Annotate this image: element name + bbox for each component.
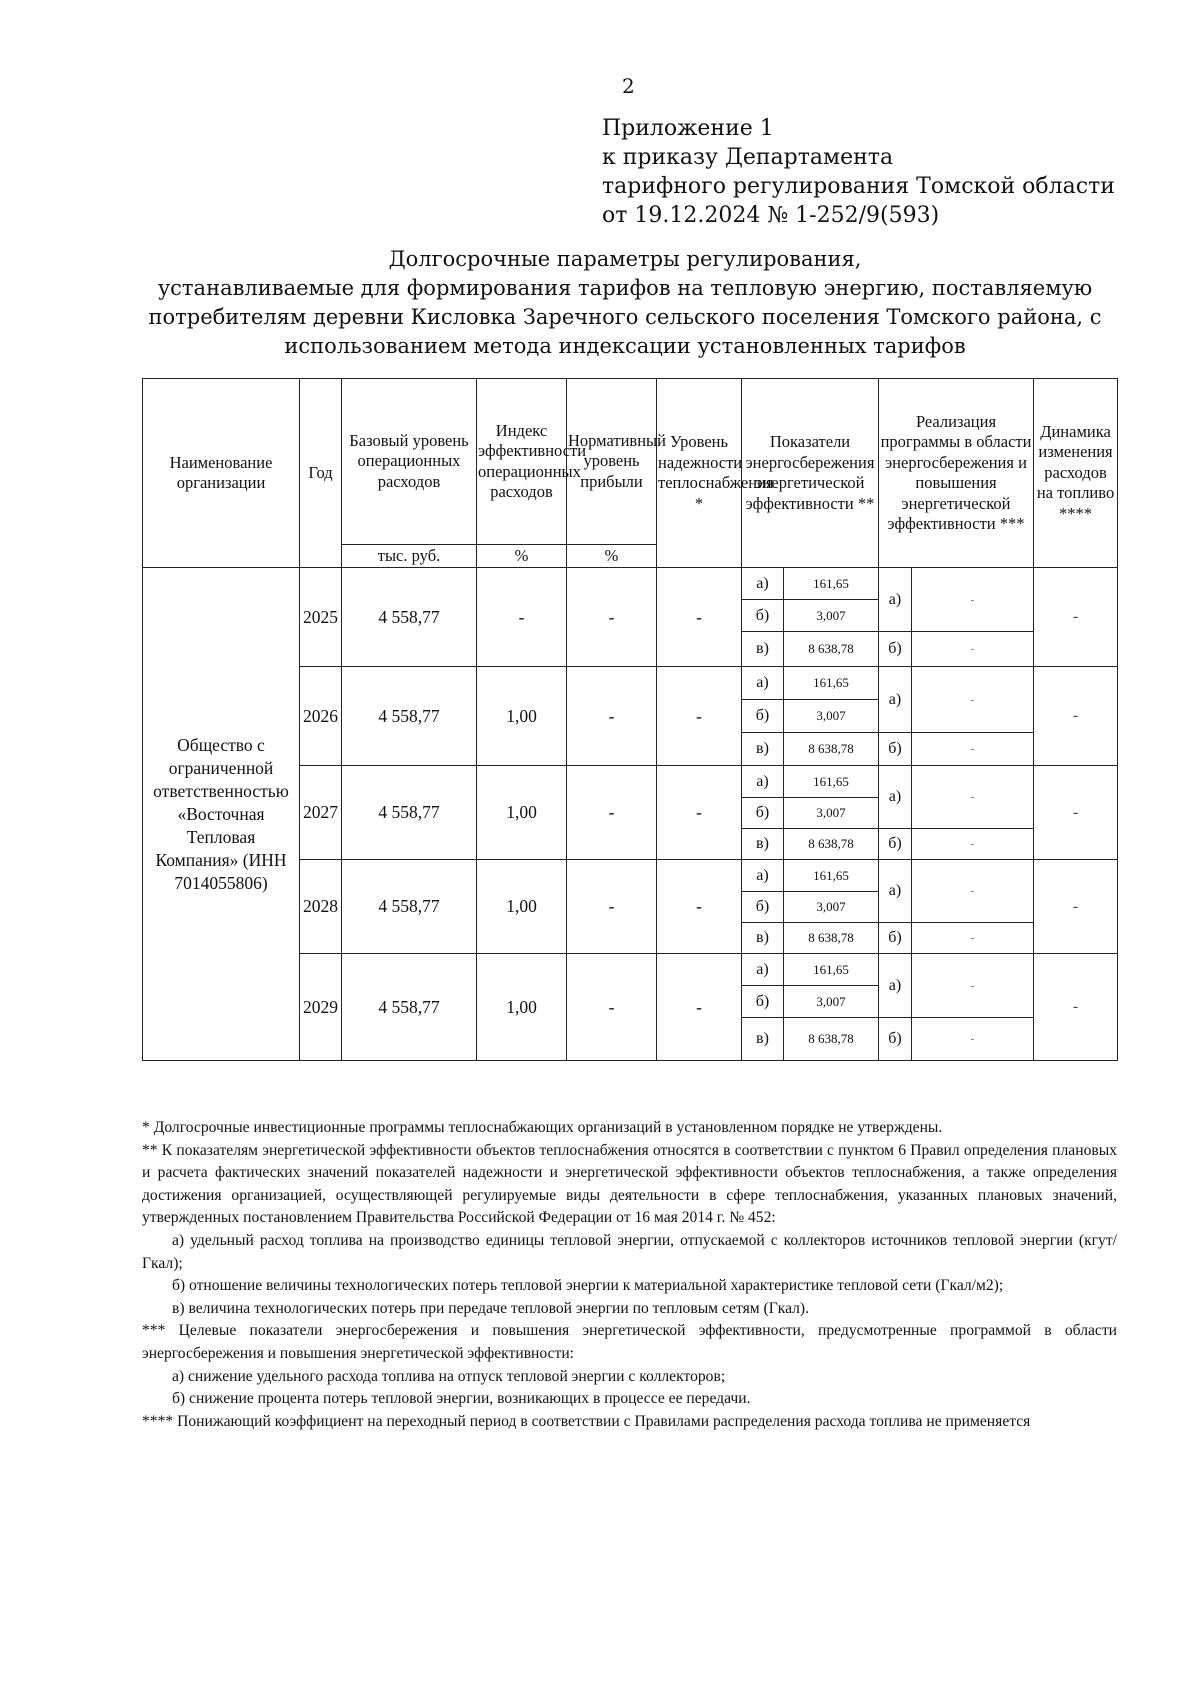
fuel-cell: -	[1034, 766, 1118, 860]
appendix-line: Приложение 1	[602, 116, 774, 141]
energy-value-b: 3,007	[784, 600, 879, 632]
energy-label-v: в)	[742, 733, 784, 766]
energy-value-b: 3,007	[784, 798, 879, 829]
footnote-2: ** К показателям энергетической эффективности объектов теплоснабжения относятся в соответствии с пунктом 6 Правил определения плановых и расчета фактических значений показателей надежности и энергетической эффективности объектов теплоснабжения, а также определения достижения организацией, осуществляющей регулируемые виды деятельности в сфере теплоснабжения, указанных плановых значений, утвержденных постановлением Правительства Российской Федерации от 16 мая 2014 г. № 452:	[142, 1141, 1117, 1227]
energy-label-b: б)	[742, 798, 784, 829]
footnote-3-item-a: а) снижение удельного расхода топлива на отпуск тепловой энергии с коллекторов;	[172, 1367, 726, 1385]
program-value-b: -	[912, 632, 1034, 667]
energy-label-a: а)	[742, 954, 784, 986]
year-cell: 2029	[300, 954, 342, 1061]
energy-value-a: 161,65	[784, 667, 879, 700]
fuel-cell: -	[1034, 954, 1118, 1061]
energy-label-a: а)	[742, 860, 784, 892]
energy-label-v: в)	[742, 1018, 784, 1061]
title-line: использованием метода индексации установленных тарифов	[284, 334, 966, 358]
base-cost-cell: 4 558,77	[342, 667, 477, 766]
energy-value-v: 8 638,78	[784, 829, 879, 860]
energy-value-a: 161,65	[784, 860, 879, 892]
energy-value-b: 3,007	[784, 700, 879, 733]
header-fuel: Динамика изменения расходов на топливо ****	[1034, 379, 1118, 568]
energy-label-v: в)	[742, 829, 784, 860]
reliability-cell: -	[657, 860, 742, 954]
program-label-a: а)	[879, 954, 912, 1018]
energy-label-a: а)	[742, 667, 784, 700]
footnote-2-item-a: а) удельный расход топлива на производство единицы тепловой энергии, отпускаемой с коллекторов источников тепловой энергии (кгут/Гкал);	[142, 1231, 1117, 1272]
program-value-a: -	[912, 860, 1034, 923]
appendix-header	[602, 114, 1115, 230]
appendix-line: от 19.12.2024 № 1-252/9(593)	[602, 203, 940, 228]
unit-base: тыс. руб.	[342, 545, 477, 568]
parameters-table	[142, 378, 1118, 1061]
reliability-cell: -	[657, 766, 742, 860]
energy-label-a: а)	[742, 568, 784, 600]
energy-label-b: б)	[742, 700, 784, 733]
program-label-a: а)	[879, 860, 912, 923]
footnote-2-item-c: в) величина технологических потерь при передаче тепловой энергии по тепловым сетям (Гкал).	[172, 1299, 809, 1317]
program-value-b: -	[912, 733, 1034, 766]
program-value-b: -	[912, 1018, 1034, 1061]
energy-value-a: 161,65	[784, 766, 879, 798]
energy-label-b: б)	[742, 986, 784, 1018]
fuel-cell: -	[1034, 568, 1118, 667]
program-label-b: б)	[879, 733, 912, 766]
document-title	[145, 245, 1105, 361]
base-cost-cell: 4 558,77	[342, 766, 477, 860]
header-index: Индекс эффективности операционных расходов	[477, 379, 567, 545]
profit-cell: -	[567, 766, 657, 860]
energy-value-a: 161,65	[784, 954, 879, 986]
program-value-a: -	[912, 954, 1034, 1018]
reliability-cell: -	[657, 954, 742, 1061]
footnote-1: * Долгосрочные инвестиционные программы теплоснабжающих организаций в установленном порядке не утверждены.	[142, 1119, 943, 1136]
energy-label-v: в)	[742, 632, 784, 667]
footnote-3: *** Целевые показатели энергосбережения и повышения энергетической эффективности, предусмотренные программой в области энергосбережения и повышения энергетической эффективности:	[142, 1322, 1117, 1362]
program-label-b: б)	[879, 829, 912, 860]
header-org: Наименование организации	[143, 379, 300, 568]
base-cost-cell: 4 558,77	[342, 568, 477, 667]
year-cell: 2027	[300, 766, 342, 860]
energy-value-a: 161,65	[784, 568, 879, 600]
program-value-a: -	[912, 667, 1034, 733]
index-cell: 1,00	[477, 954, 567, 1061]
index-cell: 1,00	[477, 766, 567, 860]
year-cell: 2028	[300, 860, 342, 954]
base-cost-cell: 4 558,77	[342, 954, 477, 1061]
profit-cell: -	[567, 568, 657, 667]
energy-value-v: 8 638,78	[784, 923, 879, 954]
program-label-a: а)	[879, 667, 912, 733]
appendix-line: тарифного регулирования Томской области	[602, 174, 1115, 199]
base-cost-cell: 4 558,77	[342, 860, 477, 954]
page-number: 2	[622, 74, 635, 98]
unit-profit: %	[567, 545, 657, 568]
footnote-4: **** Понижающий коэффициент на переходный период в соответствии с Правилами распределения расхода топлива не применяется	[142, 1412, 1031, 1430]
profit-cell: -	[567, 860, 657, 954]
program-value-b: -	[912, 829, 1034, 860]
fuel-cell: -	[1034, 860, 1118, 954]
org-name: Общество с ограниченной ответственностью «Восточная Тепловая Компания» (ИНН 7014055806)	[143, 568, 300, 1061]
program-value-a: -	[912, 766, 1034, 829]
header-year: Год	[300, 379, 342, 568]
program-label-a: а)	[879, 766, 912, 829]
program-label-b: б)	[879, 1018, 912, 1061]
footnotes	[142, 1117, 1117, 1433]
profit-cell: -	[567, 954, 657, 1061]
program-value-a: -	[912, 568, 1034, 632]
energy-value-b: 3,007	[784, 986, 879, 1018]
program-label-b: б)	[879, 923, 912, 954]
program-label-b: б)	[879, 632, 912, 667]
appendix-line: к приказу Департамента	[602, 145, 894, 170]
program-value-b: -	[912, 923, 1034, 954]
fuel-cell: -	[1034, 667, 1118, 766]
footnote-2-item-b: б) отношение величины технологических потерь тепловой энергии к материальной характеристике тепловой сети (Гкал/м2);	[172, 1277, 1004, 1295]
footnote-3-item-b: б) снижение процента потерь тепловой энергии, возникающих в процессе ее передачи.	[172, 1390, 751, 1408]
header-energy: Показатели энергосбережения энергетической эффективности **	[742, 379, 879, 568]
year-cell: 2026	[300, 667, 342, 766]
header-profit: Нормативный уровень прибыли	[567, 379, 657, 545]
title-line: Долгосрочные параметры регулирования,	[388, 247, 862, 271]
index-cell: 1,00	[477, 860, 567, 954]
unit-index: %	[477, 545, 567, 568]
profit-cell: -	[567, 667, 657, 766]
energy-value-v: 8 638,78	[784, 1018, 879, 1061]
header-base: Базовый уровень операционных расходов	[342, 379, 477, 545]
index-cell: -	[477, 568, 567, 667]
energy-label-b: б)	[742, 892, 784, 923]
title-line: потребителям деревни Кисловка Заречного сельского поселения Томского района, с	[148, 305, 1102, 329]
year-cell: 2025	[300, 568, 342, 667]
energy-label-b: б)	[742, 600, 784, 632]
header-program: Реализация программы в области энергосбережения и повышения энергетической эффективности ***	[879, 379, 1034, 568]
energy-value-v: 8 638,78	[784, 733, 879, 766]
index-cell: 1,00	[477, 667, 567, 766]
title-line: устанавливаемые для формирования тарифов на тепловую энергию, поставляемую	[157, 276, 1093, 300]
header-reliability: Уровень надежности теплоснабжения *	[657, 379, 742, 568]
reliability-cell: -	[657, 568, 742, 667]
program-label-a: а)	[879, 568, 912, 632]
reliability-cell: -	[657, 667, 742, 766]
energy-label-v: в)	[742, 923, 784, 954]
energy-value-v: 8 638,78	[784, 632, 879, 667]
energy-value-b: 3,007	[784, 892, 879, 923]
energy-label-a: а)	[742, 766, 784, 798]
